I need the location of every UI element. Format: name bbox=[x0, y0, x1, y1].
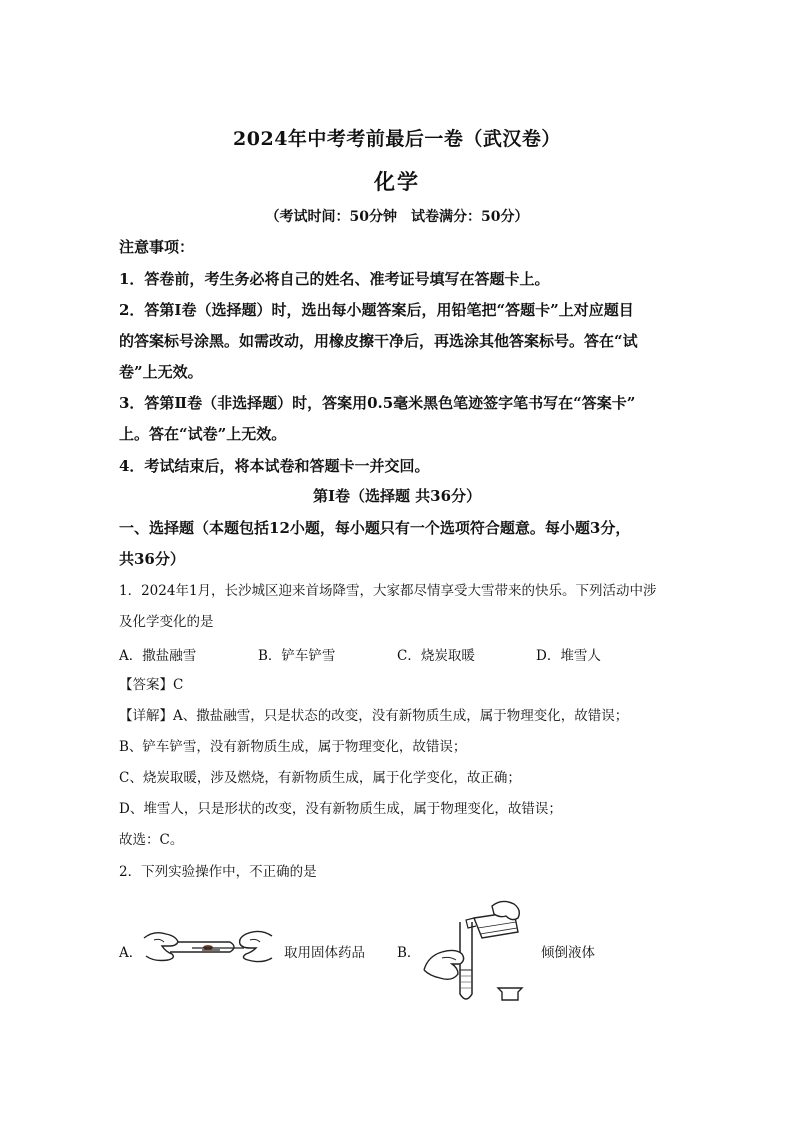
q1-stem-line-2: 及化学变化的是 bbox=[119, 614, 214, 630]
q2-option-b-letter: B． bbox=[397, 945, 421, 961]
exam-info: （考试时间：50分钟 试卷满分：50分） bbox=[265, 209, 529, 225]
note-item-2-line-2: 的答案标号涂黑。如需改动，用橡皮擦干净后，再选涂其他答案标号。答在“试 bbox=[119, 332, 638, 350]
q1-detail-line-2: B、铲车铲雪，没有新物质生成，属于物理变化，故错误； bbox=[119, 739, 467, 755]
subject-title: 化学 bbox=[374, 169, 420, 194]
note-item-2-line-1: 2．答第Ⅰ卷（选择题）时，选出每小题答案后，用铅笔把“答题卡”上对应题目 bbox=[119, 301, 634, 319]
q1-detail-line-1: 【详解】A、撒盐融雪，只是状态的改变，没有新物质生成，属于物理变化，故错误； bbox=[119, 708, 629, 724]
q1-conclusion: 故选：C。 bbox=[119, 832, 184, 848]
note-item-3-line-2: 上。答在“试卷”上无效。 bbox=[119, 425, 287, 443]
q1-detail-line-3: C、烧炭取暖，涉及燃烧，有新物质生成，属于化学变化，故正确； bbox=[119, 770, 521, 786]
notes-heading: 注意事项： bbox=[119, 238, 195, 256]
exam-title: 2024年中考考前最后一卷（武汉卷） bbox=[233, 128, 561, 150]
part1-title: 第Ⅰ卷（选择题 共36分） bbox=[312, 487, 482, 505]
note-item-3-line-1: 3．答第Ⅱ卷（非选择题）时，答案用0.5毫米黑色笔迹签字笔书写在“答案卡” bbox=[119, 394, 636, 412]
note-item-4: 4．考试结束后，将本试卷和答题卡一并交回。 bbox=[119, 457, 430, 475]
take-solid-reagent-illustration bbox=[142, 922, 274, 968]
q1-option-d: D．堆雪人 bbox=[536, 648, 601, 664]
q2-option-a-letter: A． bbox=[119, 945, 143, 961]
q2-option-a-caption: 取用固体药品 bbox=[284, 945, 365, 961]
q1-option-a: A．撒盐融雪 bbox=[119, 648, 197, 664]
q2-option-b-caption: 倾倒液体 bbox=[541, 945, 595, 961]
q2-stem: 2．下列实验操作中，不正确的是 bbox=[119, 864, 317, 880]
q1-detail-line-4: D、堆雪人，只是形状的改变，没有新物质生成，属于物理变化，故错误； bbox=[119, 801, 562, 817]
q1-stem-line-1: 1．2024年1月，长沙城区迎来首场降雪，大家都尽情享受大雪带来的快乐。下列活动中涉 bbox=[119, 583, 657, 599]
q1-option-c: C．烧炭取暖 bbox=[397, 648, 475, 664]
section-heading-line-2: 共36分） bbox=[119, 550, 185, 568]
pour-liquid-illustration bbox=[422, 898, 534, 1006]
q1-answer: 【答案】C bbox=[119, 677, 184, 693]
section-heading-line-1: 一、选择题（本题包括12小题，每小题只有一个选项符合题意。每小题3分， bbox=[119, 519, 631, 537]
note-item-2-line-3: 卷”上无效。 bbox=[119, 363, 203, 381]
note-item-1: 1．答卷前，考生务必将自己的姓名、准考证号填写在答题卡上。 bbox=[119, 270, 550, 288]
q1-option-b: B．铲车铲雪 bbox=[258, 648, 336, 664]
